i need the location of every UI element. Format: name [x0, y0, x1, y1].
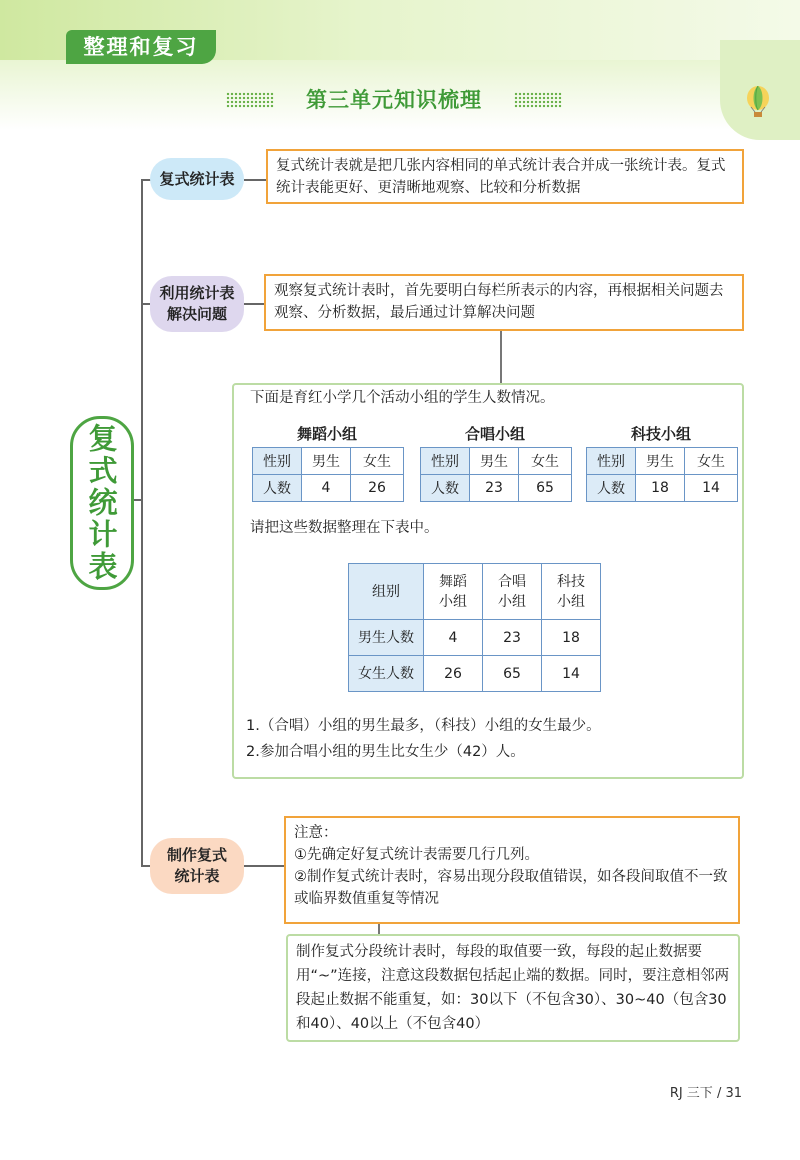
node-compound-table: 复式统计表: [150, 158, 244, 200]
dots-right: [514, 92, 562, 108]
table-header: 女生: [519, 448, 572, 475]
table-header: 性别: [421, 448, 470, 475]
table-header: 男生: [302, 448, 351, 475]
table-cell: 23: [483, 620, 542, 656]
table-header: 女生: [351, 448, 404, 475]
node-solve-problems: 利用统计表解决问题: [150, 276, 244, 332]
table-cell: 4: [302, 475, 351, 502]
instruction: 请把这些数据整理在下表中。: [250, 520, 439, 536]
row-label: 人数: [421, 475, 470, 502]
row-label: 人数: [253, 475, 302, 502]
connector-3: [244, 865, 284, 867]
node-make-table: 制作复式统计表: [150, 838, 244, 894]
connector-2: [244, 303, 264, 305]
table-cell: 14: [542, 656, 601, 692]
table-header: 女生: [685, 448, 738, 475]
column-header: 科技 小组: [542, 564, 601, 620]
table-cell: 23: [470, 475, 519, 502]
table-header: 性别: [587, 448, 636, 475]
table-cell: 18: [542, 620, 601, 656]
table-header: 男生: [636, 448, 685, 475]
page-number: RJ 三下 / 31: [669, 1086, 742, 1101]
page-title: 第三单元知识梳理: [306, 88, 482, 112]
dots-left: [226, 92, 274, 108]
column-header: 合唱 小组: [483, 564, 542, 620]
connector-example: [500, 330, 502, 384]
section-tag: 整理和复习: [66, 30, 216, 64]
answer-3: 42: [462, 744, 482, 760]
table-cell: 26: [424, 656, 483, 692]
table-title-chorus: 合唱小组: [464, 425, 525, 443]
central-topic: 复式统计表: [70, 416, 134, 590]
table-cell: 65: [519, 475, 572, 502]
extra-note-box: 制作复式分段统计表时，每段的取值要一致，每段的起止数据要用“~”连接，注意这段数据包括起止端的数据。同时，要注意相邻两段起止数据不能重复，如：30以下（不包含30）、30~40（包含30和40）、40以上（不包含40）: [286, 934, 740, 1042]
question-2: 2.参加合唱小组的男生比女生少（42）人。: [246, 744, 525, 760]
table-title-dance: 舞蹈小组: [296, 425, 357, 443]
table-header: 性别: [253, 448, 302, 475]
example-intro: 下面是育红小学几个活动小组的学生人数情况。: [250, 390, 555, 406]
note-box: [284, 816, 740, 924]
description-box-1: 复式统计表就是把几张内容相同的单式统计表合并成一张统计表。复式统计表能更好、更清晰地观察、比较和分析数据: [266, 149, 744, 204]
row-label: 人数: [587, 475, 636, 502]
table-corner: 组别: [349, 564, 424, 620]
connector-1: [244, 179, 266, 181]
table-cell: 4: [424, 620, 483, 656]
hot-air-balloon-icon: [745, 86, 771, 118]
tree-trunk: [141, 180, 143, 866]
answer-1: 合唱: [274, 718, 304, 734]
column-header: 舞蹈 小组: [424, 564, 483, 620]
table-science: [586, 447, 738, 502]
table-cell: 18: [636, 475, 685, 502]
answer-2: 科技: [441, 718, 471, 734]
title-row: [226, 84, 562, 116]
table-cell: 65: [483, 656, 542, 692]
combined-table: [348, 563, 601, 692]
note-item-2: ②制作复式统计表时，容易出现分段取值错误，如各段间取值不一致或临界数值重复等情况: [294, 869, 728, 907]
note-item-1: ①先确定好复式统计表需要几行几列。: [294, 847, 539, 863]
example-box: [232, 383, 744, 779]
row-label: 男生人数: [349, 620, 424, 656]
table-title-science: 科技小组: [630, 425, 691, 443]
table-cell: 26: [351, 475, 404, 502]
table-header: 男生: [470, 448, 519, 475]
table-dance: [252, 447, 404, 502]
note-title: 注意：: [294, 825, 338, 841]
row-label: 女生人数: [349, 656, 424, 692]
table-cell: 14: [685, 475, 738, 502]
table-chorus: [420, 447, 572, 502]
question-1: 1.（合唱）小组的男生最多，（科技）小组的女生最少。: [246, 718, 601, 734]
description-box-2: 观察复式统计表时，首先要明白每栏所表示的内容，再根据相关问题去观察、分析数据，最后通过计算解决问题: [264, 274, 744, 331]
